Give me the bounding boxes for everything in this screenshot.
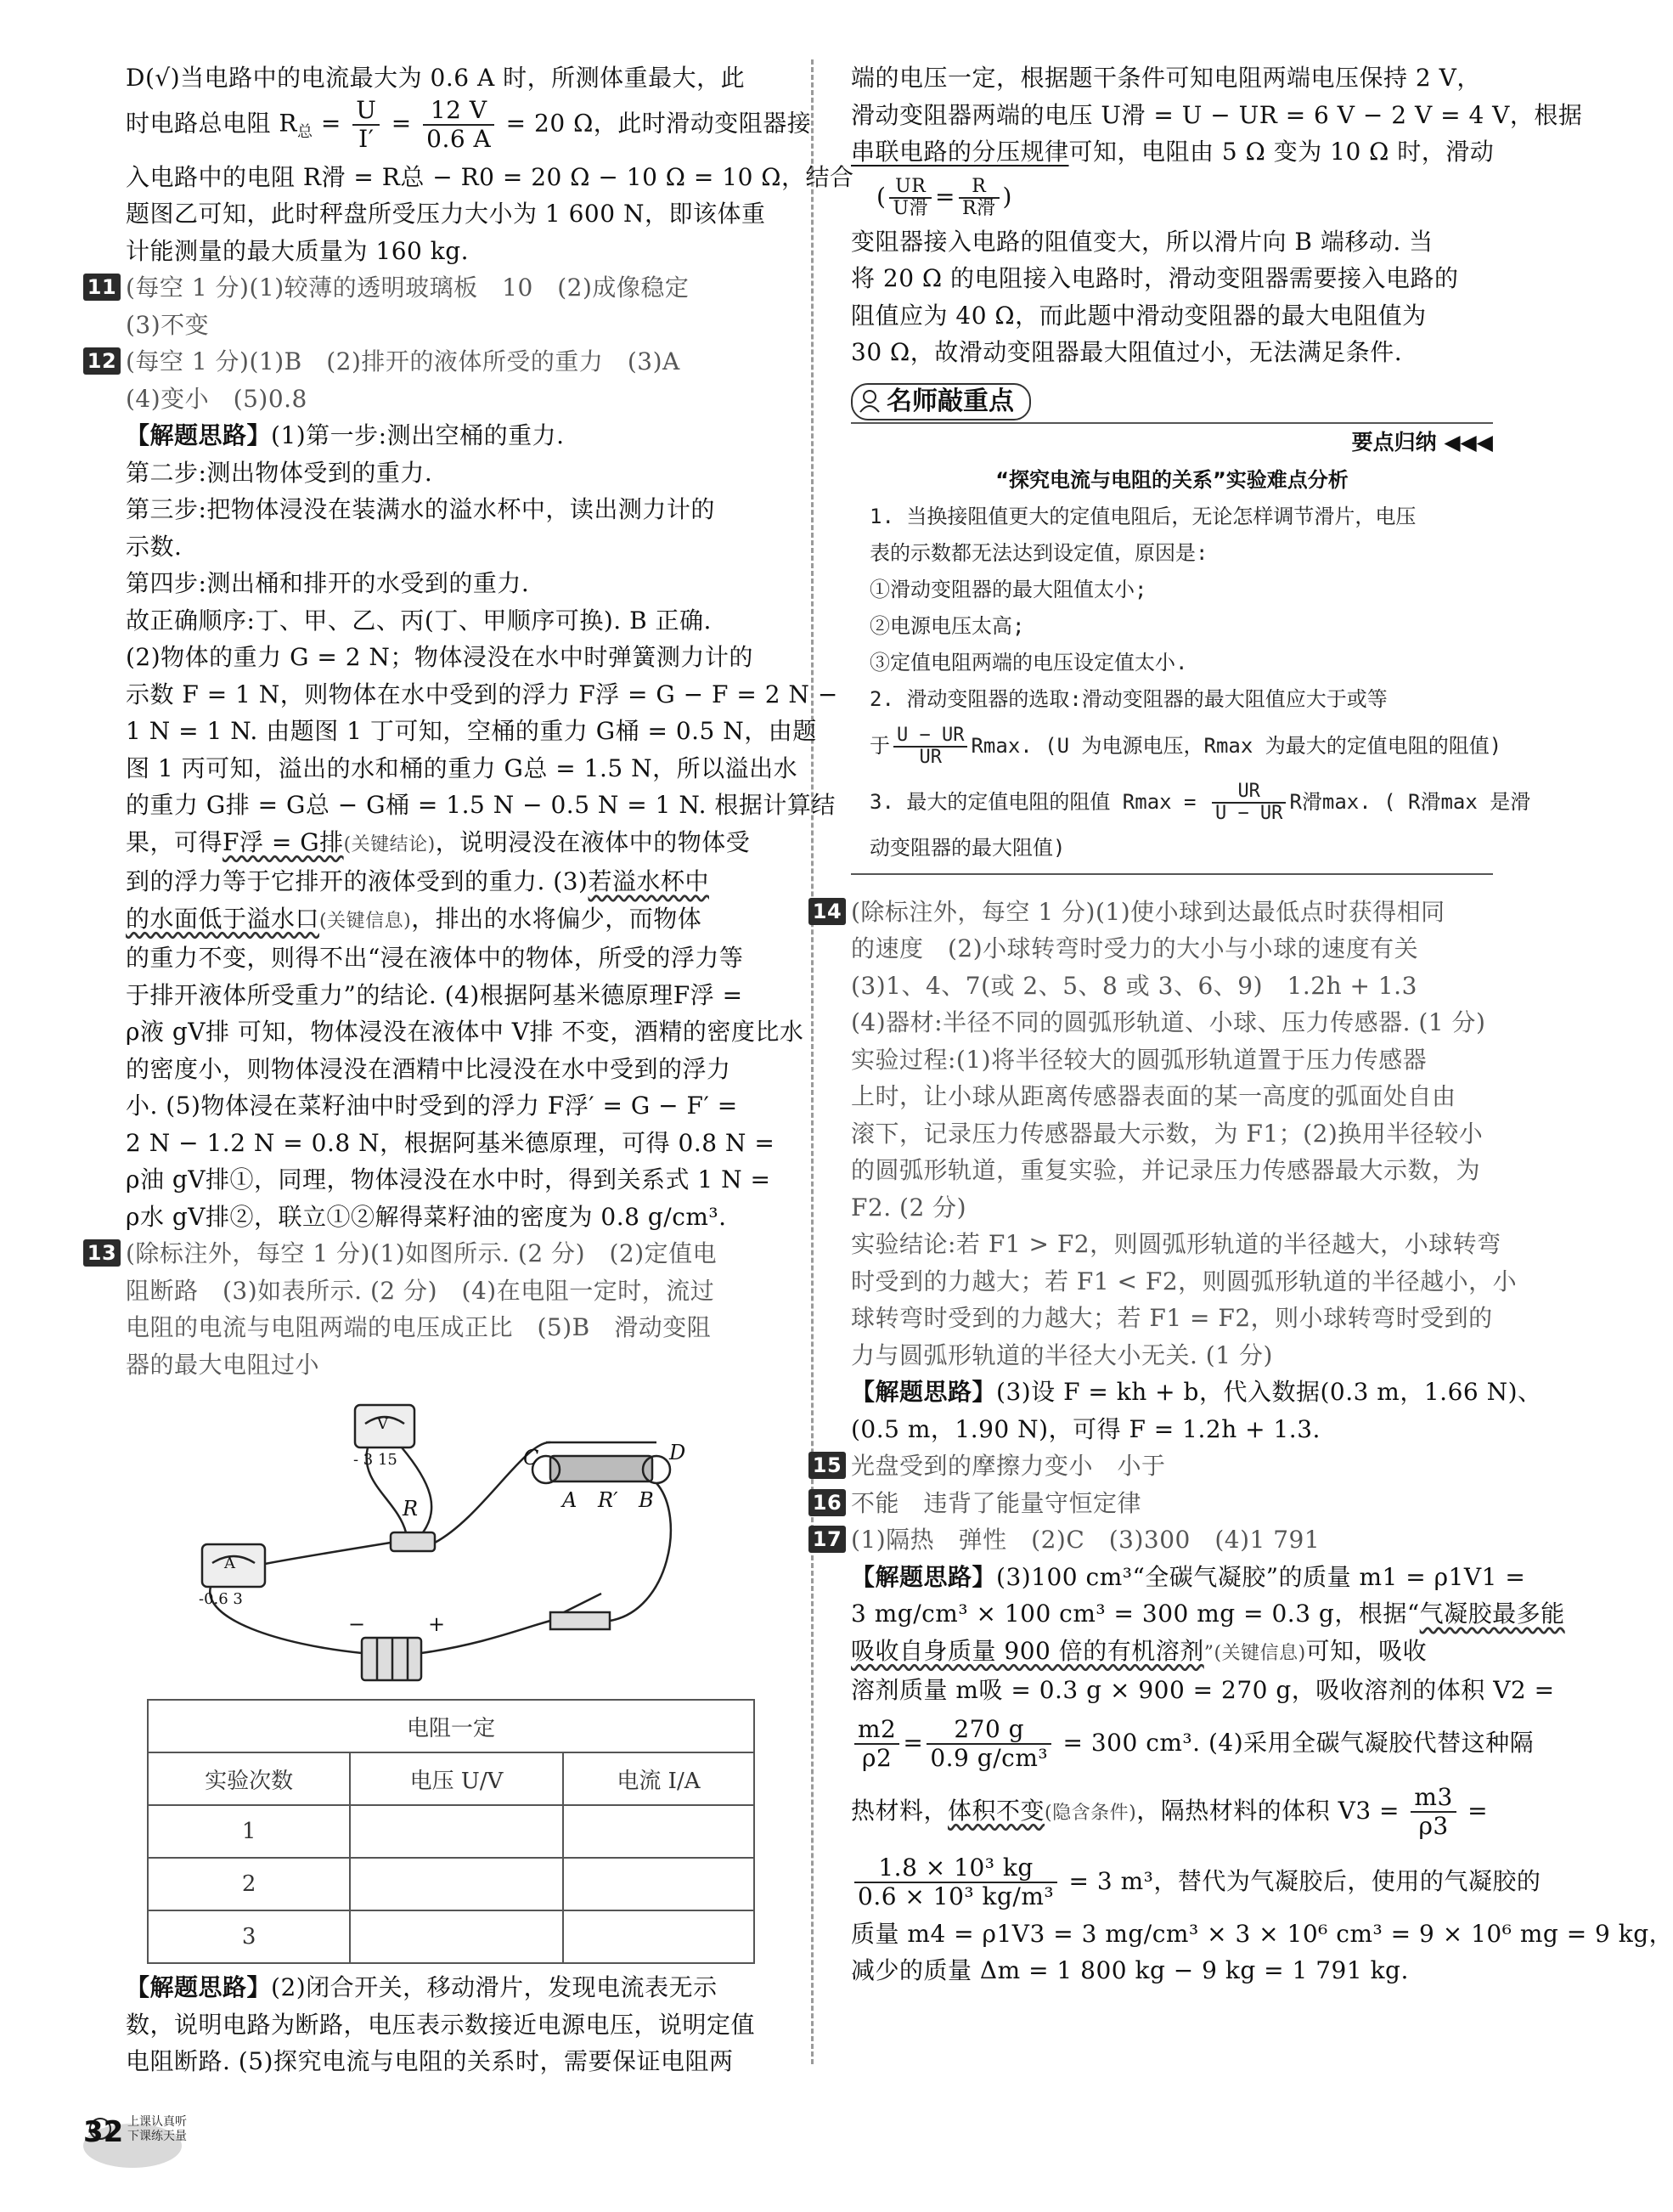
text-line: (3)1、4、7(或 2、5、8 或 3、6、9) 1.2h + 1.3 (851, 971, 1417, 1000)
text-line: $\frac{\text{1.8 × 10³ kg}}{\text{0.6 × 10³ kg/m³}}$ = 3 m³，替代为气凝胶后，使用的气凝胶的 (851, 1848, 1493, 1916)
circuit-diagram (126, 1390, 769, 1692)
voltmeter-label: V (377, 1415, 388, 1434)
resistor-label: R (403, 1497, 419, 1521)
text-line: (0.5 m，1.90 N)，可得 F = 1.2h + 1.3. (851, 1414, 1321, 1443)
right-column (812, 59, 1673, 1989)
fraction: $\frac{m3}{\rho 3}$ (1411, 1784, 1456, 1840)
text-line: 滚下，记录压力传感器最大示数，为 F1；(2)换用半径较小 (851, 1119, 1484, 1148)
table-row (148, 1910, 754, 1963)
fraction: $\frac{U}{I'}$ (352, 97, 380, 153)
wire (265, 1543, 391, 1564)
text-line: 时电路总电阻 $R_总$ = $\frac{U}{I'}$ = $\frac{12 V}{0.6 A}$ = 20 Ω，此时滑动变阻器接 (126, 95, 812, 153)
note-line: 1. 当换接阻值更大的定值电阻后，无论怎样调节滑片，电压 (870, 504, 1417, 528)
table-row (148, 1858, 754, 1910)
switch-base (550, 1612, 610, 1629)
question-number-badge: 12 (83, 347, 121, 375)
answer-14: 14 (除标注外，每空 1 分)(1)使小球到达最低点时获得相同 (851, 894, 1493, 931)
text-line: 3 mg/cm³ × 100 cm³ = 300 mg = 0.3 g，根据“气凝胶最多能 (851, 1600, 1565, 1628)
text-line: 球转弯时受到的力越大；若 F1 = F2，则小球转弯时受到的 (851, 1304, 1493, 1332)
battery-plus: + (428, 1612, 446, 1637)
answer-17: 17 (1)隔热 弹性 (2)C (3)300 (4)1 791 (851, 1521, 1493, 1559)
text-line: 计能测量的最大质量为 160 kg. (126, 236, 470, 265)
table-header: 电流 I/A (563, 1752, 754, 1805)
terminal-a-label: A (562, 1488, 577, 1513)
text-line: F2. (2 分) (851, 1193, 967, 1222)
text-line: 到的浮力等于它排开的液体受到的重力. (3)若溢水杯中 (126, 867, 709, 896)
text-line: 实验过程:(1)将半径较大的圆弧形轨道置于压力传感器 (851, 1045, 1428, 1074)
text-line: 端的电压一定，根据题干条件可知电阻两端电压保持 2 V， (851, 64, 1481, 92)
text-line: 溶剂质量 m吸 = 0.3 g × 900 = 270 g，吸收溶剂的体积 V2 = (851, 1676, 1555, 1704)
terminal-c-label: C (523, 1446, 539, 1470)
note-line: ②电源电压太高; (870, 613, 1025, 638)
note-line: 表的示数都无法达到设定值，原因是: (870, 540, 1208, 565)
text-line: 减少的质量 Δm = 1 800 kg − 9 kg = 1 791 kg. (851, 1956, 1409, 1984)
text-line: 阻值应为 40 Ω，而此题中滑动变阻器的最大电阻值为 (851, 301, 1427, 330)
summary-label: 要点归纳 ◀◀◀ (1351, 429, 1493, 454)
text-line: 变阻器接入电路的阻值变大，所以滑片向 B 端移动. 当 (851, 227, 1434, 256)
text-line: (3)不变 (126, 310, 210, 339)
text-line: 题图乙可知，此时秤盘所受压力大小为 1 600 N，即该体重 (126, 200, 766, 229)
fraction: $\frac{UR}{\text{U滑}}$ (889, 177, 932, 219)
text-line: 小. (5)物体浸在菜籽油中时受到的浮力 F浮′ = G − F′ = (126, 1092, 738, 1120)
question-number-badge: 11 (83, 274, 121, 301)
fraction: $\frac{U - UR}{UR}$ (893, 725, 967, 768)
ratio-formula: ( $\frac{UR}{\text{U滑}}$ = $\frac{R}{\text{R滑}}$ ) (876, 176, 1012, 219)
text-line: 的密度小，则物体浸没在酒精中比浸没在水中受到的浮力 (126, 1054, 731, 1083)
text-line: 电阻断路. (5)探究电流与电阻的关系时，需要保证电阻两 (126, 2047, 734, 2076)
question-number-badge: 14 (808, 898, 846, 925)
fraction: $\frac{\text{1.8 × 10³ kg}}{\text{0.6 × 10³ kg/m³}}$ (854, 1854, 1057, 1910)
note-title: “探究电流与电阻的关系”实验难点分析 (995, 467, 1349, 492)
battery-minus: − (348, 1612, 366, 1637)
answer-11: 11 (每空 1 分)(1)较薄的透明玻璃板 10 (2)成像稳定 (126, 269, 769, 307)
fraction: $\frac{12 V}{0.6 A}$ (423, 97, 494, 153)
think-label: 【解题思路】 (851, 1562, 997, 1591)
table-cell (350, 1858, 563, 1910)
text-line: ρ水 gV排②，联立①②解得菜籽油的密度为 0.8 g/cm³. (126, 1202, 727, 1231)
text-line: 时受到的力越大；若 F1 < F2，则圆弧形轨道的半径越小，小 (851, 1267, 1518, 1295)
table-header: 实验次数 (148, 1752, 350, 1805)
note-line: ③定值电阻两端的电压设定值太小. (870, 650, 1188, 674)
text-line: 第二步:测出物体受到的重力. (126, 458, 433, 487)
footer-slogan: 上课认真听 下课练天量 (127, 2115, 187, 2143)
text-line: (2)物体的重力 G = 2 N；物体浸没在水中时弹簧测力计的 (126, 643, 753, 672)
fraction: $\frac{m2}{\rho 2}$ (854, 1716, 899, 1772)
text-line: 的重力不变，则得不出“浸在液体中的物体，所受的浮力等 (126, 944, 744, 973)
rheostat-coil (550, 1456, 652, 1481)
table-cell (350, 1910, 563, 1963)
table-cell (563, 1805, 754, 1858)
text-line: 串联电路的分压规律可知，电阻由 5 Ω 变为 10 Ω 时，滑动 (851, 138, 1495, 166)
text-line: 于排开液体所受重力”的结论. (4)根据阿基米德原理F浮 = (126, 980, 743, 1009)
text-line: 【解题思路】(3)100 cm³“全碳气凝胶”的质量 m1 = ρ1V1 = (851, 1562, 1526, 1591)
switch-lever (564, 1594, 601, 1612)
text-line: (4)变小 (5)0.8 (126, 384, 307, 413)
text-line: $\frac{m2}{\rho 2}$ = $\frac{270 g}{\text{0.9 g/cm³}}$ = 300 cm³. (4)采用全碳气凝胶代替这种隔 (851, 1709, 1493, 1777)
table-caption: 电阻一定 (148, 1700, 754, 1752)
answer-13: 13 (除标注外，每空 1 分)(1)如图所示. (2 分) (2)定值电 (126, 1235, 769, 1272)
text-line: 1 N = 1 N. 由题图 1 丁可知，空桶的重力 G桶 = 0.5 N，由题 (126, 717, 817, 746)
fraction: $\frac{UR}{U - UR}$ (1212, 782, 1286, 824)
data-table (147, 1699, 755, 1964)
text-line: 将 20 Ω 的电阻接入电路时，滑动变阻器需要接入电路的 (851, 264, 1459, 292)
text-line: 第三步:把物体浸没在装满水的溢水杯中，读出测力计的 (126, 495, 715, 524)
terminal-b-label: B (639, 1488, 654, 1513)
question-number-badge: 17 (808, 1526, 846, 1553)
text-line: 实验结论:若 F1 > F2，则圆弧形轨道的半径越大，小球转弯 (851, 1230, 1501, 1258)
ammeter-label: A (224, 1555, 235, 1573)
ammeter-range: -0.6 3 (199, 1590, 243, 1609)
text-line: 2 N − 1.2 N = 0.8 N，根据阿基米德原理，可得 0.8 N = (126, 1128, 775, 1157)
note-line: 动变阻器的最大阻值) (851, 830, 1493, 875)
think-label: 【解题思路】 (851, 1378, 997, 1406)
table-cell: 1 (148, 1805, 350, 1858)
page-number: 32 (83, 2115, 124, 2149)
text-line: 的重力 G排 = G总 − G桶 = 1.5 N − 0.5 N = 1 N. 根据计算结 (126, 791, 836, 820)
think-label: 【解题思路】 (126, 1973, 272, 2002)
text-line: ρ液 gV排 可知，物体浸没在液体中 V排 不变，酒精的密度比水 (126, 1018, 804, 1047)
note-line: 2. 滑动变阻器的选取:滑动变阻器的最大阻值应大于或等 (870, 686, 1388, 711)
text-line: 阻断路 (3)如表所示. (2 分) (4)在电阻一定时，流过 (126, 1276, 715, 1305)
fraction: $\frac{270 g}{\text{0.9 g/cm³}}$ (927, 1716, 1051, 1772)
text-line: 数，说明电路为断路，电压表示数接近电源电压，说明定值 (126, 2010, 756, 2039)
text-line: 果，可得F浮 = G排(关键结论)，说明浸没在液体中的物体受 (126, 827, 751, 856)
table-header: 电压 U/V (350, 1752, 563, 1805)
table-cell: 2 (148, 1858, 350, 1910)
table-cell: 3 (148, 1910, 350, 1963)
resistor-body (391, 1532, 435, 1551)
circuit-drawing (126, 1390, 769, 1692)
text-line: 质量 m4 = ρ1V3 = 3 mg/cm³ × 3 × 10⁶ cm³ = 9 × 10⁶ mg = 9 kg， (851, 1919, 1673, 1948)
text-line: 【解题思路】(1)第一步:测出空桶的重力. (126, 421, 565, 450)
answer-12: 12 (每空 1 分)(1)B (2)排开的液体所受的重力 (3)A (126, 343, 769, 381)
text-line: 示数. (126, 532, 183, 561)
think-label: 【解题思路】 (126, 421, 272, 450)
text-line: 图 1 丙可知，溢出的水和桶的重力 G总 = 1.5 N，所以溢出水 (126, 753, 798, 782)
text-line: 上时，让小球从距离传感器表面的某一高度的弧面处自由 (851, 1082, 1456, 1110)
table-cell (563, 1858, 754, 1910)
answer-16: 16 不能 违背了能量守恒定律 (851, 1485, 1493, 1522)
column-divider (811, 59, 814, 2064)
question-number-badge: 15 (808, 1452, 846, 1479)
table-cell (563, 1910, 754, 1963)
note-line: 3. 最大的定值电阻的阻值 Rmax = $\frac{UR}{U - UR}$ R滑max. ( R滑max 是滑 (870, 780, 1531, 824)
text-line: 滑动变阻器两端的电压 U滑 = U − UR = 6 V − 2 V = 4 V，根据 (851, 100, 1583, 129)
text-line: 示数 F = 1 N，则物体在水中受到的浮力 F浮 = G − F = 2 N − (126, 680, 838, 708)
text-line: 热材料，体积不变(隐含条件)，隔热材料的体积 V3 = $\frac{m3}{\rho 3}$ = (851, 1783, 1489, 1840)
voltmeter-range: - 3 15 (353, 1451, 397, 1470)
text-line: D(√)当电路中的电流最大为 0.6 A 时，所测体重最大，此 (126, 64, 746, 92)
teacher-badge: 名师敲重点 (851, 383, 1031, 420)
table-row (148, 1805, 754, 1858)
teacher-icon (858, 388, 882, 423)
text-line: ρ油 gV排①，同理，物体浸没在水中时，得到关系式 1 N = (126, 1165, 771, 1194)
note-line: ①滑动变阻器的最大阻值太小; (870, 577, 1147, 601)
fraction: $\frac{R}{\text{R滑}}$ (959, 177, 1000, 219)
text-line: 器的最大电阻过小 (126, 1350, 320, 1379)
text-line: 第四步:测出桶和排开的水受到的重力. (126, 569, 530, 598)
text-line: 吸收自身质量 900 倍的有机溶剂”(关键信息)可知，吸收 (851, 1636, 1428, 1665)
text-line: 30 Ω，故滑动变阻器最大阻值过小，无法满足条件. (851, 338, 1403, 366)
text-line: 【解题思路】(3)设 F = kh + b，代入数据(0.3 m，1.66 N)、 (851, 1378, 1542, 1406)
terminal-d-label: D (669, 1441, 686, 1465)
rheostat-label: R′ (598, 1488, 618, 1513)
text-line: 故正确顺序:丁、甲、乙、丙(丁、甲顺序可换). B 正确. (126, 606, 712, 635)
text-line: 的水面低于溢水口(关键信息)，排出的水将偏少，而物体 (126, 904, 702, 933)
text-line: 力与圆弧形轨道的半径大小无关. (1 分) (851, 1340, 1273, 1369)
note-line: 于 $\frac{U - UR}{UR}$ Rmax. (U 为电源电压，Rmax 为最大的定值电阻的阻值) (870, 724, 1502, 768)
question-number-badge: 16 (808, 1489, 846, 1516)
key-points-header (851, 383, 1493, 424)
question-number-badge: 13 (83, 1239, 121, 1267)
text-line: 的圆弧形轨道，重复实验，并记录压力传感器最大示数，为 (851, 1156, 1481, 1184)
text-line: 的速度 (2)小球转弯时受力的大小与小球的速度有关 (851, 934, 1419, 962)
table-cell (350, 1805, 563, 1858)
text-line: 【解题思路】(2)闭合开关，移动滑片，发现电流表无示 (126, 1973, 718, 2002)
text-line: 电阻的电流与电阻两端的电压成正比 (5)B 滑动变阻 (126, 1313, 712, 1342)
text-line: (4)器材:半径不同的圆弧形轨道、小球、压力传感器. (1 分) (851, 1008, 1486, 1036)
text-line: 入电路中的电阻 R滑 = R总 − R0 = 20 Ω − 10 Ω = 10 Ω，结合 (126, 162, 854, 191)
answer-15: 15 光盘受到的摩擦力变小 小于 (851, 1447, 1493, 1485)
